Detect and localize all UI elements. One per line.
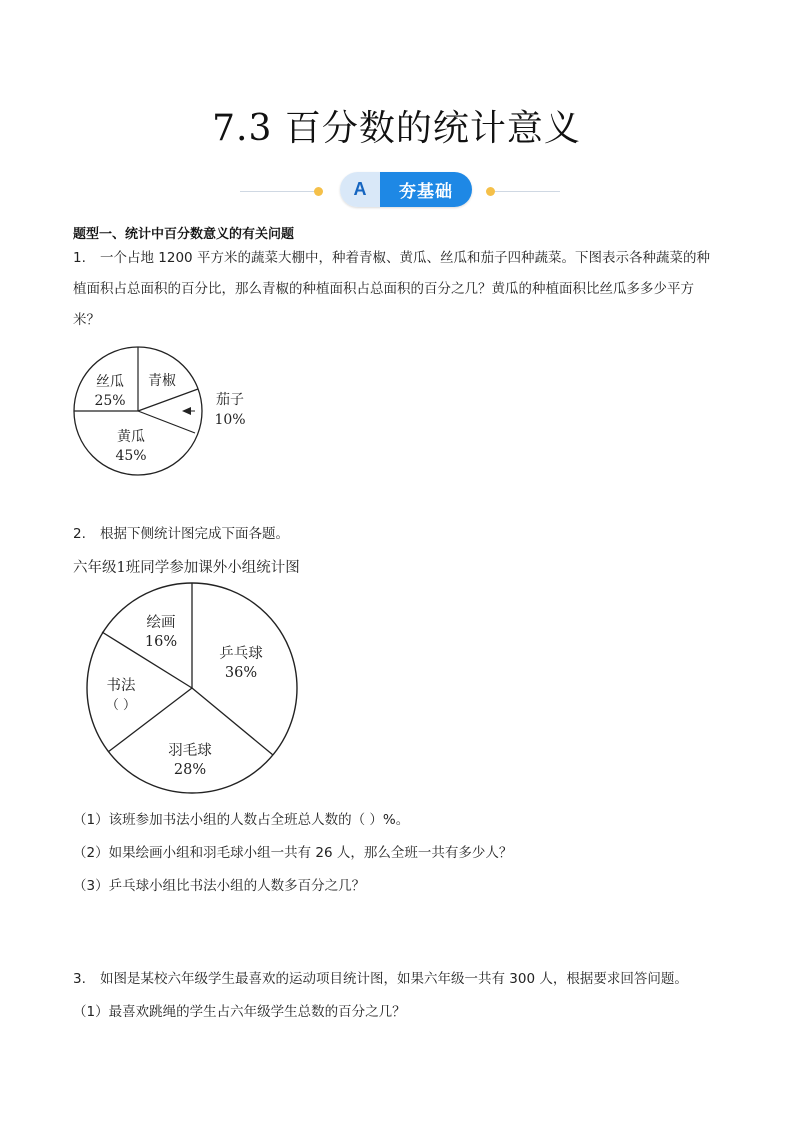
badge-right-dot — [486, 187, 495, 196]
pie2-value-pingpong: 36% — [224, 665, 258, 681]
section-heading: 题型一、统计中百分数意义的有关问题 — [73, 227, 295, 242]
pie2-label-huihua: 绘画 — [146, 615, 176, 631]
question-1 — [73, 243, 733, 336]
pie1-pointer-arrow — [182, 407, 191, 415]
question-2-number: 2. — [73, 526, 86, 542]
pie1-divider-lower-right — [138, 411, 195, 433]
question-1-number: 1. — [73, 250, 86, 266]
pie-chart-vegetables — [60, 340, 260, 485]
pie1-value-huanggua: 45% — [115, 448, 147, 464]
badge-right-line — [495, 191, 560, 192]
question-3 — [73, 964, 688, 1028]
badge-left-line — [240, 191, 318, 192]
question-3-sub-1: （1）最喜欢跳绳的学生占六年级学生总数的百分之几？ — [73, 1004, 406, 1020]
pie1-divider-upper-right — [138, 389, 198, 411]
question-1-text-line-3: 米？ — [73, 312, 100, 328]
question-2-sub-2: （2）如果绘画小组和羽毛球小组一共有 26 人，那么全班一共有多少人？ — [73, 845, 513, 861]
pie2-value-huihua: 16% — [144, 634, 178, 650]
pie2-value-shufa: （ ） — [105, 698, 137, 713]
pie2-label-pingpong: 乒乓球 — [219, 646, 263, 662]
question-2-sub-3: （3）乒乓球小组比书法小组的人数多百分之几？ — [73, 878, 366, 894]
question-2-text: 根据下侧统计图完成下面各题。 — [100, 526, 289, 542]
question-2-sub-1: （1）该班参加书法小组的人数占全班总人数的（ ）%。 — [73, 812, 410, 828]
page-title: 7.3 百分数的统计意义 — [212, 108, 581, 149]
pie-chart-groups — [80, 580, 310, 800]
question-3-number: 3. — [73, 971, 86, 987]
question-1-text-line-2: 植面积占总面积的百分比，那么青椒的种植面积占总面积的百分之几？黄瓜的种植面积比丝瓜多多少平方 — [73, 281, 694, 297]
question-1-line — [73, 243, 733, 274]
pie1-value-sigua: 25% — [94, 393, 126, 409]
pie1-label-sigua: 丝瓜 — [96, 374, 124, 390]
pie1-label-huanggua: 黄瓜 — [117, 429, 145, 445]
pie2-value-yumaoqiu: 28% — [173, 762, 207, 778]
pie2-label-shufa: 书法 — [106, 678, 136, 694]
question-2 — [73, 519, 289, 550]
pie1-label-qingjiao: 青椒 — [148, 373, 176, 389]
pie-chart-2-title: 六年级1班同学参加课外小组统计图 — [73, 560, 300, 576]
badge-letter: A — [340, 172, 380, 207]
question-3-line — [73, 964, 688, 995]
pie1-value-qiezi: 10% — [214, 412, 246, 428]
question-2-subquestions — [73, 804, 512, 903]
badge-left-dot — [314, 187, 323, 196]
question-1-text-line-1: 一个占地 1200 平方米的蔬菜大棚中，种着青椒、黄瓜、丝瓜和茄子四种蔬菜。下图表示各种蔬菜的种 — [100, 250, 710, 266]
pie1-label-qiezi: 茄子 — [216, 392, 244, 408]
badge-text: 夯基础 — [380, 172, 472, 207]
section-badge — [340, 172, 472, 207]
pie2-label-yumaoqiu: 羽毛球 — [168, 743, 212, 759]
question-3-text: 如图是某校六年级学生最喜欢的运动项目统计图，如果六年级一共有 300 人，根据要求回答问题。 — [100, 971, 688, 987]
